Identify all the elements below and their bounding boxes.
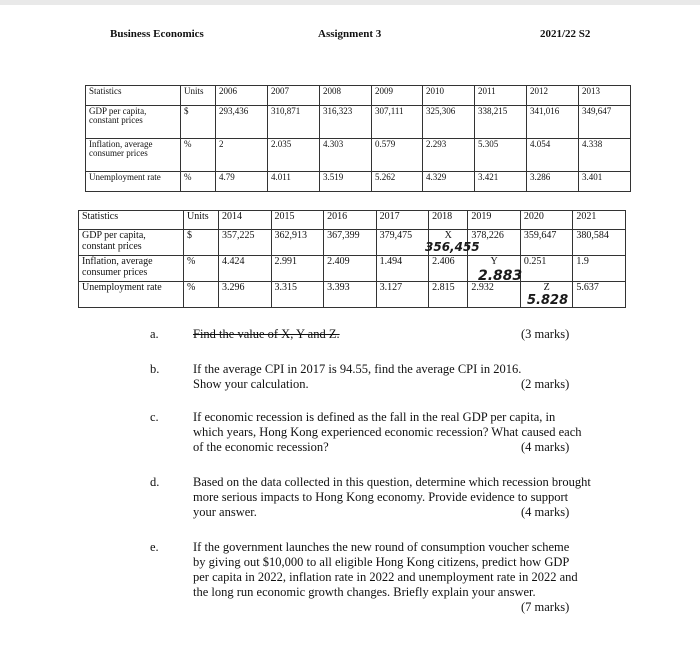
question-b-text: If the average CPI in 2017 is 94.55, find the average CPI in 2016. Show your calculation. (193, 362, 522, 391)
table-header-cell: 2013 (578, 86, 630, 106)
table-header-cell: Statistics (86, 86, 181, 106)
table-header-row (79, 211, 626, 230)
table-cell: 338,215 (474, 106, 526, 139)
question-e-text: If the government launches the new round of consumption voucher scheme by giving out $10,000 to all eligible Hong Kong citizens, predict how GDP per capita in 2022, inflation rate in 2022 and unemployment rate in 2022 and the long run economic growth changes. Briefly explain your answer. (193, 540, 578, 599)
table-header-cell: 2018 (429, 211, 468, 230)
table-cell: 5.637 (573, 282, 626, 308)
table-cell: 4.329 (423, 172, 475, 192)
table-cell: 2.932 (468, 282, 521, 308)
table-cell: 316,323 (319, 106, 371, 139)
table-cell: % (181, 172, 216, 192)
table-header-cell: 2021 (573, 211, 626, 230)
table-cell: 2.409 (324, 256, 377, 282)
table-cell: 4.054 (526, 139, 578, 172)
table-cell: 293,436 (216, 106, 268, 139)
question-c-label: c. (150, 410, 159, 424)
table-row (86, 139, 631, 172)
table-header-cell: 2019 (468, 211, 521, 230)
handwritten-z-value: 5.828 (527, 293, 569, 308)
table-cell: 380,584 (573, 230, 626, 256)
table-header-cell: 2016 (324, 211, 377, 230)
table-cell: 2.035 (267, 139, 319, 172)
table-cell: 4.011 (267, 172, 319, 192)
table-cell: Inflation, average consumer prices (86, 139, 181, 172)
question-d-marks: (4 marks) (521, 505, 570, 519)
table-cell: GDP per capita, constant prices (86, 106, 181, 139)
table-cell: 2.815 (429, 282, 468, 308)
table-cell: GDP per capita, constant prices (79, 230, 184, 256)
table-cell: 4.79 (216, 172, 268, 192)
table-cell: 3.127 (376, 282, 429, 308)
table-cell: % (184, 282, 219, 308)
table-cell: 367,399 (324, 230, 377, 256)
table-header-cell: Units (184, 211, 219, 230)
table-cell: % (181, 139, 216, 172)
table-cell: 310,871 (267, 106, 319, 139)
table-header-cell: 2012 (526, 86, 578, 106)
question-a-label: a. (150, 327, 159, 341)
table-cell: 3.286 (526, 172, 578, 192)
table-row (86, 106, 631, 139)
question-d-text: Based on the data collected in this question, determine which recession brought more serious impacts to Hong Kong economy. Provide evidence to support your answer. (193, 475, 591, 519)
table-header-cell: 2017 (376, 211, 429, 230)
table-cell: 0.579 (371, 139, 422, 172)
table-cell: 1.9 (573, 256, 626, 282)
table-cell: Unemployment rate (86, 172, 181, 192)
table-row (86, 172, 631, 192)
table-header-cell: Statistics (79, 211, 184, 230)
table-cell: 3.393 (324, 282, 377, 308)
table-cell: 357,225 (219, 230, 272, 256)
table-cell: Inflation, average consumer prices (79, 256, 184, 282)
question-c-marks: (4 marks) (521, 440, 570, 454)
table-header-cell: 2011 (474, 86, 526, 106)
table-header-cell: 2010 (423, 86, 475, 106)
question-a-marks: (3 marks) (521, 327, 570, 341)
table-cell: 1.494 (376, 256, 429, 282)
table-cell: 2 (216, 139, 268, 172)
table-cell: Z (520, 282, 573, 308)
table-header-cell: Units (181, 86, 216, 106)
table-header-row (86, 86, 631, 106)
table-cell: 2.991 (271, 256, 324, 282)
table-cell: 3.401 (578, 172, 630, 192)
table-cell: 4.303 (319, 139, 371, 172)
handwritten-x-value: 356,455 (425, 240, 480, 254)
top-edge (0, 0, 700, 5)
table-cell: 3.296 (219, 282, 272, 308)
table-cell: 4.338 (578, 139, 630, 172)
table-cell: 378,226 (468, 230, 521, 256)
handwritten-y-value: 2.883 (478, 268, 523, 284)
table-cell: Y (468, 256, 521, 282)
data-table-2006-2013 (85, 85, 631, 192)
table-cell: $ (184, 230, 219, 256)
table-cell: 2.293 (423, 139, 475, 172)
table-cell: 379,475 (376, 230, 429, 256)
question-d-label: d. (150, 475, 160, 489)
table-header-cell: 2015 (271, 211, 324, 230)
table-header-cell: 2007 (267, 86, 319, 106)
table-cell: 362,913 (271, 230, 324, 256)
question-c-text: If economic recession is defined as the fall in the real GDP per capita, in which years, Hong Kong experienced economic recession? What caused each of the economic recession? (193, 410, 582, 454)
table-header-cell: 2020 (520, 211, 573, 230)
table-cell: 3.315 (271, 282, 324, 308)
table-cell: Unemployment rate (79, 282, 184, 308)
table-cell: X (429, 230, 468, 256)
table-cell: 0.251 (520, 256, 573, 282)
table-header-cell: 2008 (319, 86, 371, 106)
table-cell: $ (181, 106, 216, 139)
question-e-marks: (7 marks) (521, 600, 570, 614)
question-b-label: b. (150, 362, 160, 376)
table-cell: 3.421 (474, 172, 526, 192)
table-cell: 2.406 (429, 256, 468, 282)
table-cell: 325,306 (423, 106, 475, 139)
course-title: Business Economics (110, 28, 204, 40)
table-row (79, 256, 626, 282)
term-label: 2021/22 S2 (540, 28, 591, 40)
table-cell: 5.262 (371, 172, 422, 192)
table-cell: 5.305 (474, 139, 526, 172)
table-row (79, 230, 626, 256)
table-cell: 349,647 (578, 106, 630, 139)
table-cell: 3.519 (319, 172, 371, 192)
assignment-title: Assignment 3 (318, 28, 382, 40)
table-cell: 359,647 (520, 230, 573, 256)
question-e-label: e. (150, 540, 159, 554)
table-cell: 307,111 (371, 106, 422, 139)
table-header-cell: 2009 (371, 86, 422, 106)
question-a-text: Find the value of X, Y and Z. (193, 327, 340, 341)
question-b-marks: (2 marks) (521, 377, 570, 391)
table-header-cell: 2014 (219, 211, 272, 230)
table-header-cell: 2006 (216, 86, 268, 106)
table-cell: 4.424 (219, 256, 272, 282)
table-cell: 341,016 (526, 106, 578, 139)
table-cell: % (184, 256, 219, 282)
